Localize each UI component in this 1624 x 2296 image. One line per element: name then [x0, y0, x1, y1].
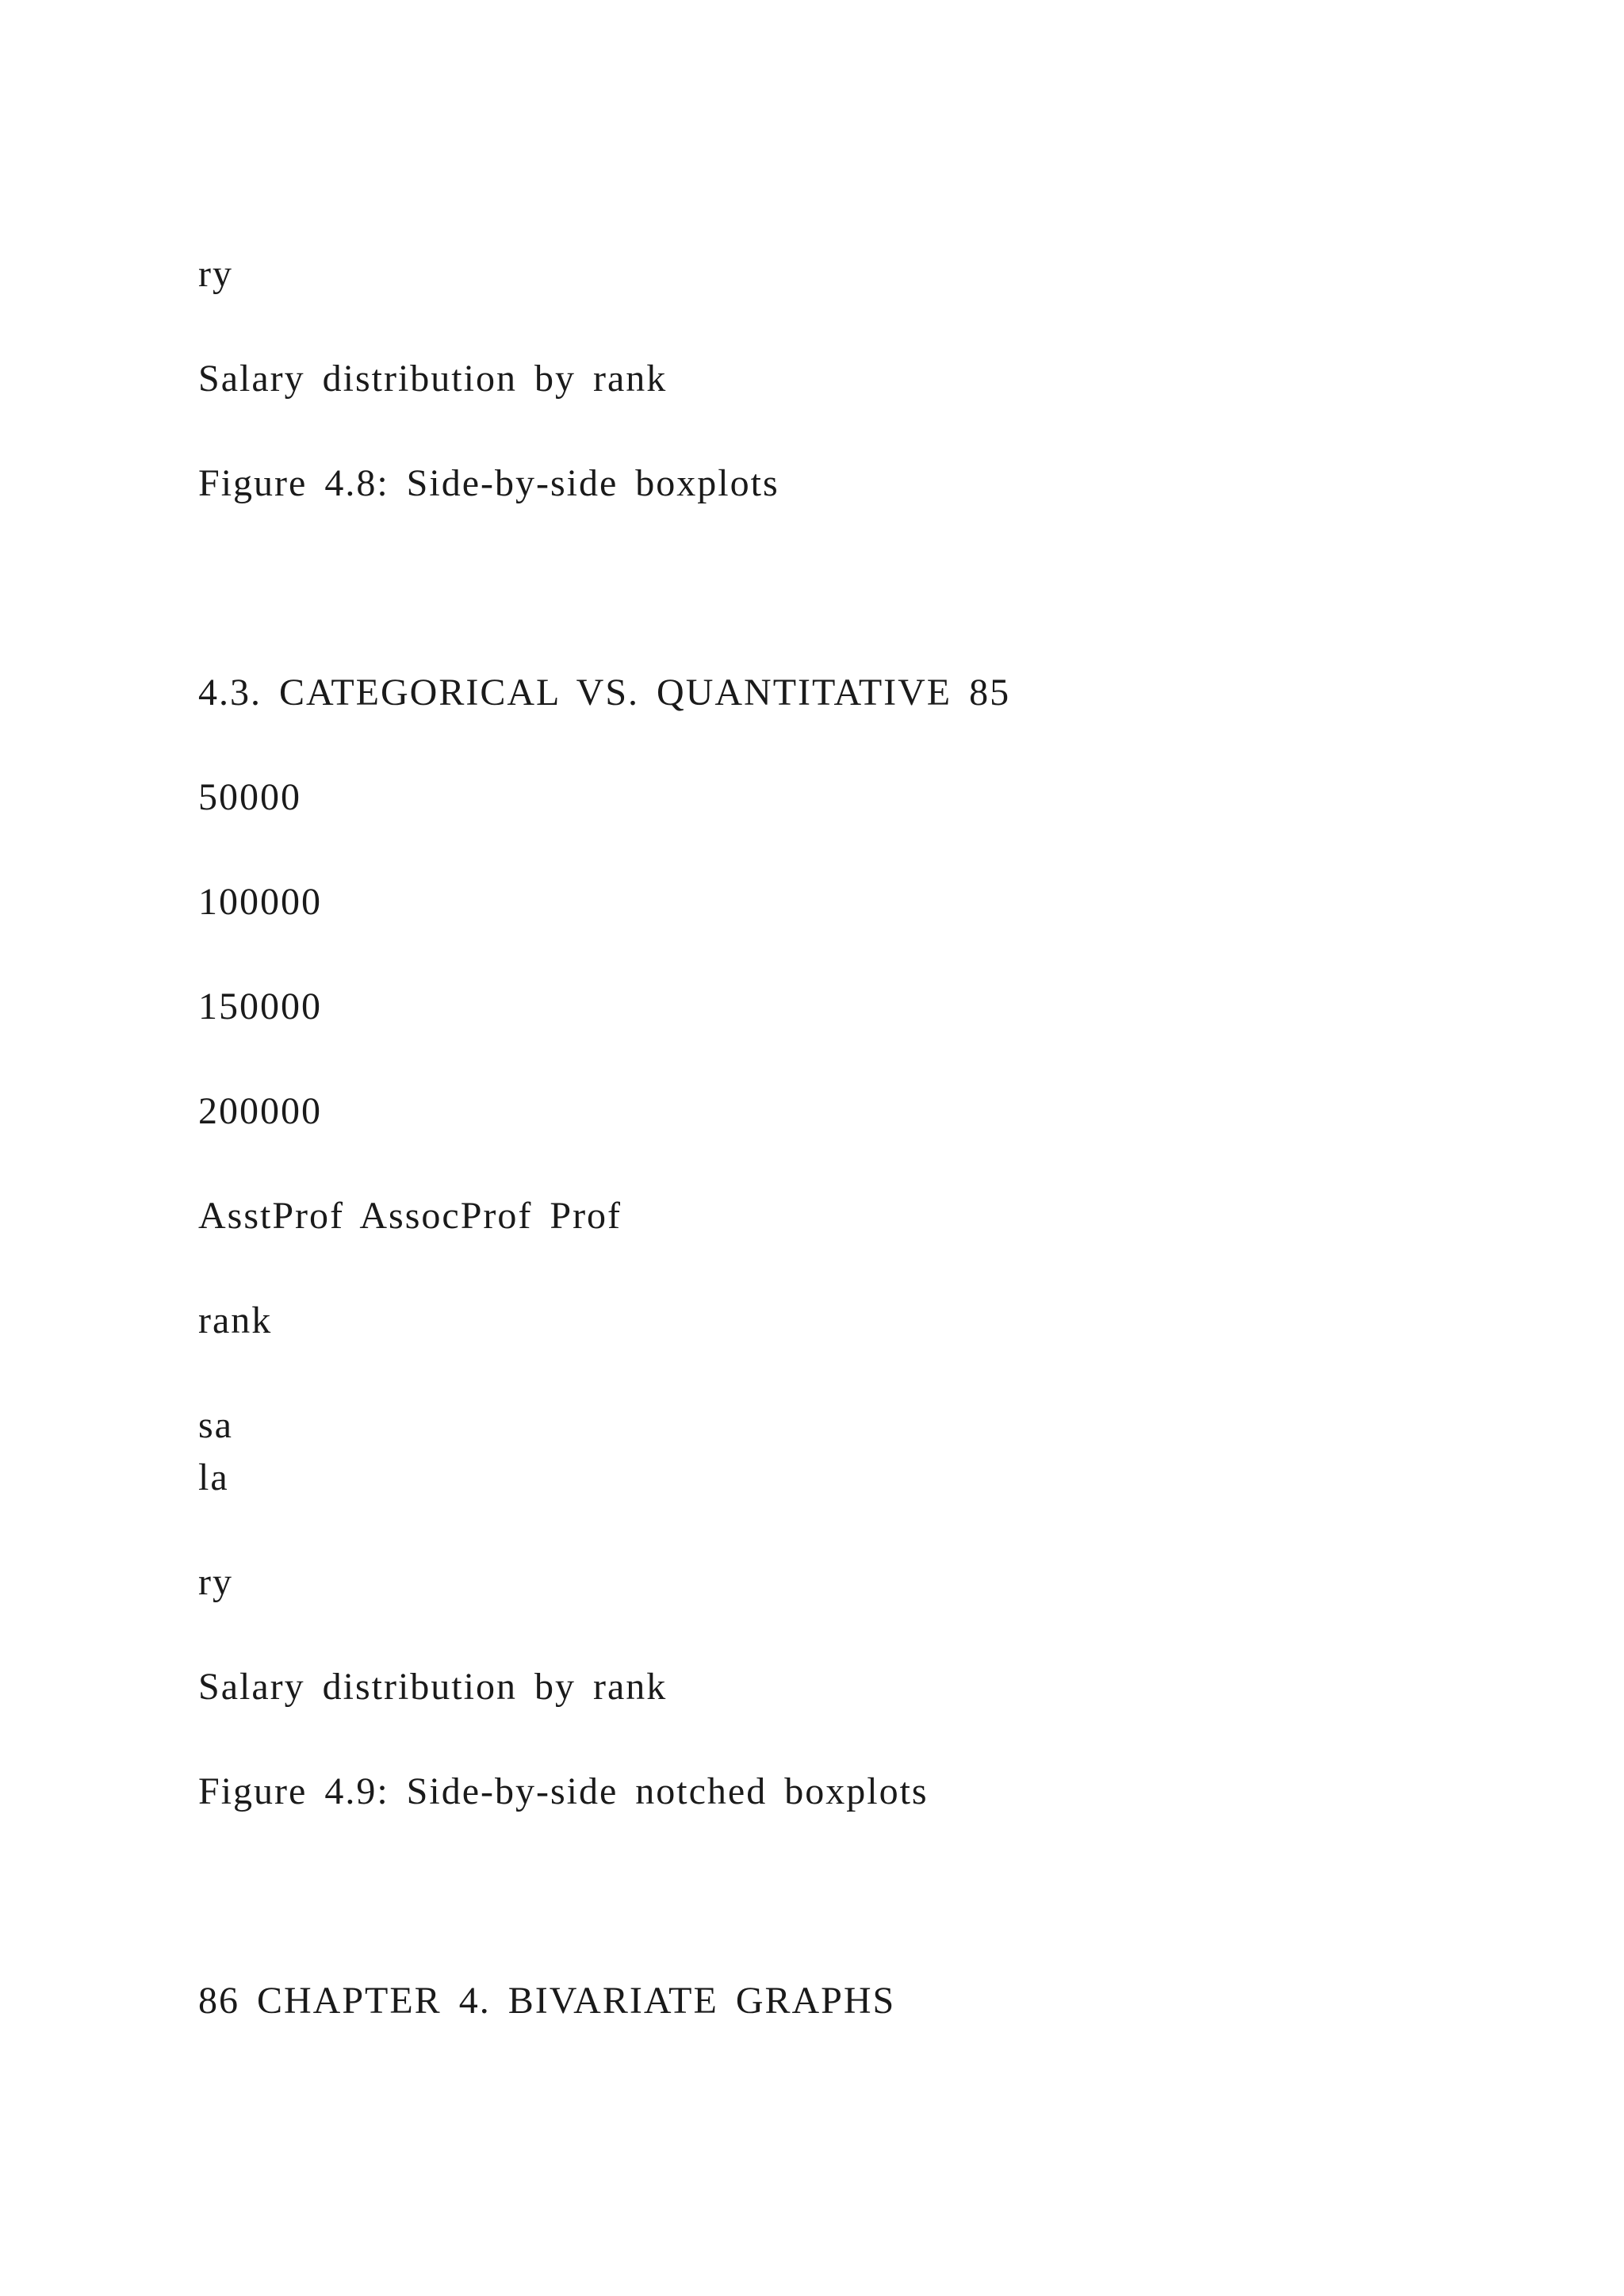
plot-title-text: Salary distribution by rank	[198, 358, 668, 400]
running-header: 4.3. CATEGORICAL VS. QUANTITATIVE 85	[198, 672, 1011, 714]
axis-tick-label: 50000	[198, 776, 301, 818]
axis-tick-label: 100000	[198, 881, 322, 923]
figure-caption: Figure 4.8: Side-by-side boxplots	[198, 462, 779, 504]
figure-caption: Figure 4.9: Side-by-side notched boxplots	[198, 1770, 929, 1812]
category-labels: AsstProf AssocProf Prof	[198, 1195, 622, 1237]
axis-label-fragment: sa	[198, 1404, 233, 1446]
axis-label-rank: rank	[198, 1299, 273, 1341]
axis-label-fragment: la	[198, 1456, 229, 1498]
axis-tick-label: 150000	[198, 985, 322, 1027]
running-header: 86 CHAPTER 4. BIVARIATE GRAPHS	[198, 1980, 896, 2022]
plot-title-text: Salary distribution by rank	[198, 1666, 668, 1708]
axis-label-fragment: ry	[198, 1561, 233, 1603]
text-fragment-ry: ry	[198, 253, 233, 295]
axis-tick-label: 200000	[198, 1090, 322, 1132]
